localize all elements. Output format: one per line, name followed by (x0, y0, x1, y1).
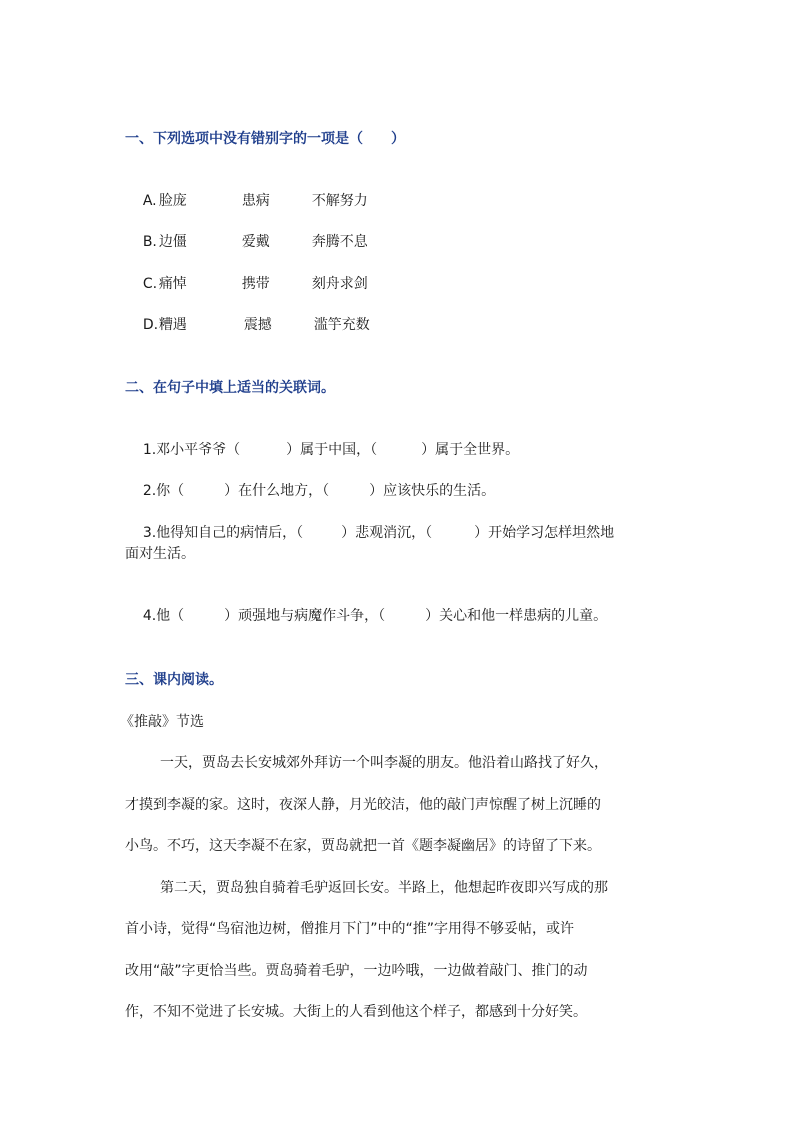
option-c: C. 痛悼 携带 刻舟求剑 (142, 276, 368, 292)
option-b: B. 边僵 爱戴 奔腾不息 (142, 234, 368, 250)
section3-title: 三、课内阅读。 (125, 672, 223, 688)
passage-line: 第二天，贾岛独自骑着毛驴返回长安。半路上，他想起昨夜即兴写成的那 (160, 880, 608, 896)
option-word-2: 患病 (241, 193, 270, 209)
fill-text-a: 1.邓小平爷爷（ (142, 442, 241, 458)
fill-text-b: ）在什么地方，（ (224, 483, 330, 499)
fill-item-3-continued: 面对生活。 (125, 546, 195, 562)
fill-text-b: ）属于中国，（ (286, 442, 378, 458)
passage-title: 《推敲》节选 (120, 714, 204, 730)
passage-line: 一天，贾岛去长安城郊外拜访一个叫李凝的朋友。他沿着山路找了好久， (160, 755, 608, 771)
passage-line: 首小诗，觉得“鸟宿池边树，僧推月下门”中的“推”字用得不够妥帖，或许 (125, 921, 575, 937)
fill-item-3 (125, 503, 614, 563)
option-word-2: 携带 (241, 276, 270, 292)
option-a: A. 脸庞 患病 不解努力 (142, 193, 368, 209)
option-word-3: 奔腾不息 (311, 234, 368, 250)
passage-line: 改用“敲”字更恰当些。贾岛骑着毛驴，一边吟哦，一边做着敲门、推门的动 (125, 963, 588, 979)
fill-text-c: ）属于全世界。 (421, 442, 520, 458)
option-word-3: 滥竽充数 (313, 317, 370, 333)
fill-text-c: ）应该快乐的生活。 (369, 483, 496, 499)
section1-title: 一、下列选项中没有错别字的一项是（ ） (125, 131, 405, 147)
option-word-2: 爱戴 (241, 234, 270, 250)
fill-text-c: ）开始学习怎样坦然地 (474, 525, 615, 541)
option-word-3: 刻舟求剑 (311, 276, 368, 292)
fill-text-a: 3.他得知自己的病情后，（ (142, 525, 304, 541)
option-word-2: 震撼 (243, 317, 272, 333)
fill-item-4 (125, 586, 607, 646)
fill-text-c: ）关心和他一样患病的儿童。 (425, 608, 608, 624)
section2-title: 二、在句子中填上适当的关联词。 (125, 380, 335, 396)
option-word-3: 不解努力 (311, 193, 368, 209)
option-d: D.糟遇 震撼 滥竽充数 (142, 317, 370, 333)
option-word-1: 脸庞 (158, 193, 187, 209)
option-word-1: 痛悼 (158, 276, 187, 292)
fill-text-b: ）悲观消沉，（ (341, 525, 433, 541)
passage-line: 小鸟。不巧，这天李凝不在家，贾岛就把一首《题李凝幽居》的诗留了下来。 (125, 838, 601, 854)
option-word-1: 糟遇 (158, 317, 187, 333)
passage-line: 才摸到李凝的家。这时，夜深人静，月光皎洁，他的敲门声惊醒了树上沉睡的 (125, 797, 601, 813)
option-word-1: 边僵 (158, 234, 187, 250)
fill-text-a: 2.你（ (142, 483, 185, 499)
fill-text-a: 4.他（ (142, 608, 185, 624)
fill-text-b: ）顽强地与病魔作斗争，（ (224, 608, 386, 624)
passage-line: 作，不知不觉进了长安城。大街上的人看到他这个样子，都感到十分好笑。 (125, 1004, 587, 1020)
